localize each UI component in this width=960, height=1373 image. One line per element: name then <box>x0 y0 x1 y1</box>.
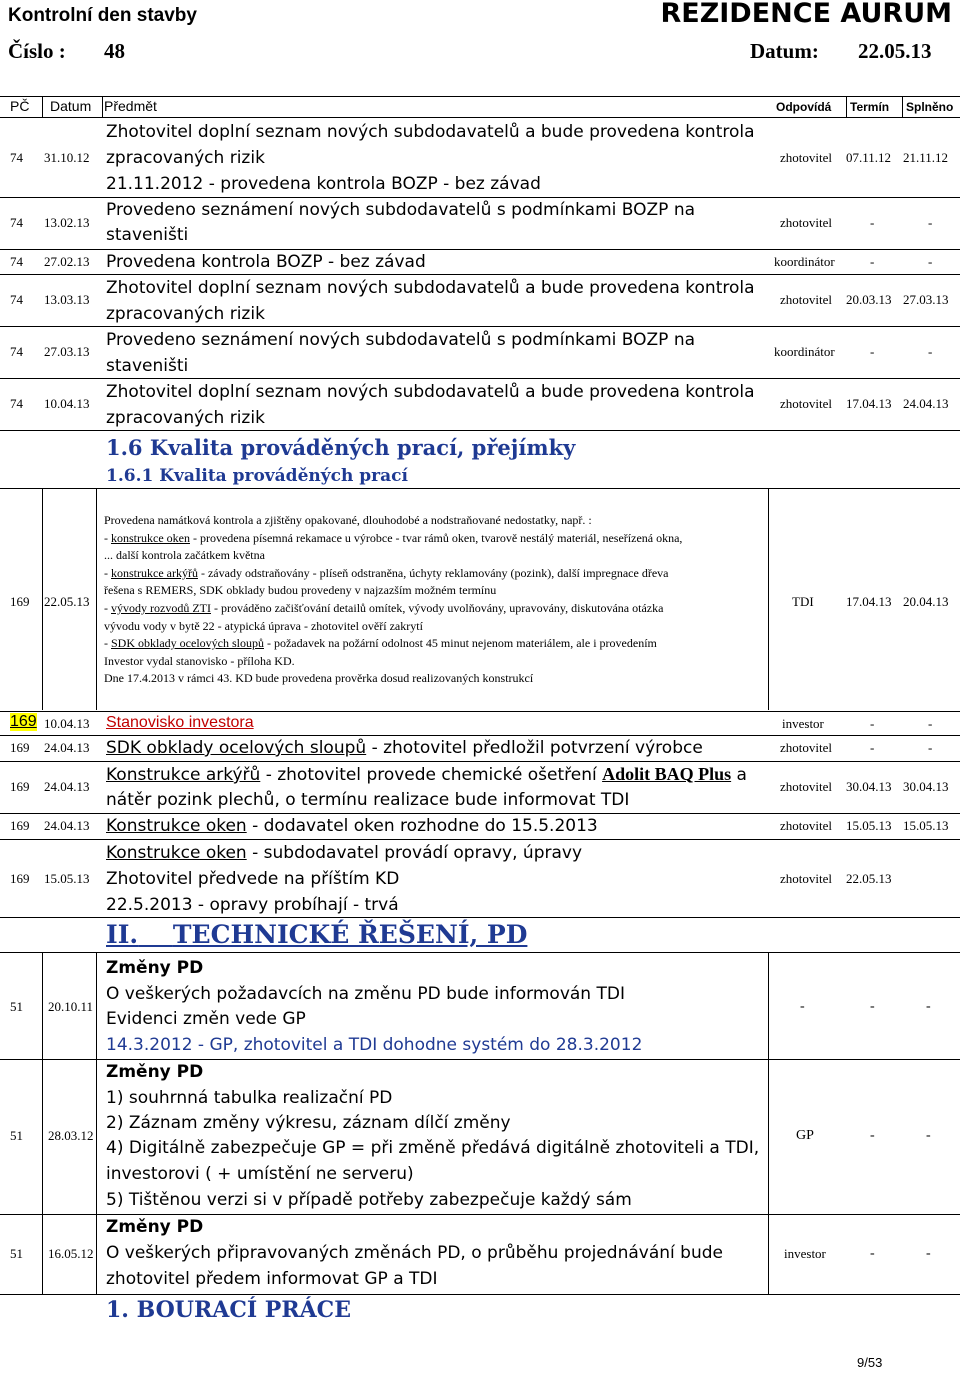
divider <box>96 488 97 710</box>
subject-topic: Konstrukce oken <box>106 816 247 836</box>
row-subject: 21.11.2012 - provedena kontrola BOZP - bez závad <box>106 174 541 194</box>
row-subject: 1) souhrnná tabulka realizační PD <box>106 1088 393 1108</box>
row-subject: O veškerých požadavcích na změnu PD bude informován TDI <box>106 984 625 1004</box>
row-responsible: zhotovitel <box>780 292 832 307</box>
number-label: Číslo : <box>8 39 66 63</box>
row-term: - <box>870 1128 875 1143</box>
row-term: - <box>870 999 875 1014</box>
note-text: - požadavek na požární odolnost 45 minut nejenom materiálem, ale i provedením <box>263 636 657 651</box>
divider <box>42 96 43 117</box>
row-subject: Zhotovitel doplní seznam nových subdodavatelů a bude provedena kontrola <box>106 278 755 298</box>
subsection-heading: 1.6.1 Kvalita prováděných prací <box>106 466 408 486</box>
row-heading: Změny PD <box>106 1062 204 1082</box>
section-title: TECHNICKÉ ŘEŠENÍ, PD <box>172 920 528 949</box>
row-date: 27.03.13 <box>44 344 90 359</box>
note-line: Investor vydal stanovisko - příloha KD. <box>104 653 295 668</box>
row-subject: 14.3.2012 - GP, zhotovitel a TDI dohodne systém do 28.3.2012 <box>106 1035 643 1055</box>
row-done: - <box>926 1246 931 1261</box>
inspection-notes <box>104 512 764 688</box>
section-heading: 1. BOURACÍ PRÁCE <box>106 1297 351 1323</box>
row-subject: zpracovaných rizik <box>106 148 265 168</box>
row-number: 51 <box>10 1128 23 1143</box>
row-subject: nátěr pozink plechů, o termínu realizace bude informovat TDI <box>106 790 630 810</box>
divider <box>902 96 903 117</box>
row-date: 13.02.13 <box>44 215 90 230</box>
row-responsible: zhotovitel <box>780 871 832 886</box>
table-row <box>0 952 960 1060</box>
row-date: 28.03.12 <box>48 1128 94 1143</box>
section-heading: 1.6 Kvalita prováděných prací, přejímky <box>106 435 576 460</box>
row-responsible: koordinátor <box>774 254 835 269</box>
row-number: 74 <box>10 150 23 165</box>
row-subject: Provedena kontrola BOZP - bez závad <box>106 252 426 272</box>
row-subject: Zhotovitel předvede na příštím KD <box>106 869 400 889</box>
row-term: 20.03.13 <box>846 292 892 307</box>
subject-text: - dodavatel oken rozhodne do 15.5.2013 <box>246 816 598 836</box>
row-date: 15.05.13 <box>44 871 90 886</box>
row-term: 15.05.13 <box>846 818 892 833</box>
note-line: - vývody rozvodů ZTI - prováděno začišťování detailů omítek, vývody uvolňovány, upravovány, diskutována otázka <box>104 600 664 615</box>
row-done: - <box>926 999 931 1014</box>
section-heading <box>106 920 527 949</box>
table-row <box>0 1214 960 1295</box>
table-row <box>0 249 960 275</box>
row-number: 51 <box>10 999 23 1014</box>
statement-link[interactable]: Stanovisko investora <box>106 714 254 731</box>
subject-text: - zhotovitel předložil potvrzení výrobce <box>366 738 703 758</box>
row-done: - <box>928 254 933 269</box>
row-subject: Provedeno seznámení nových subdodavatelů s podmínkami BOZP na <box>106 200 696 220</box>
note-line: vývodu vody v bytě 22 - atypická úprava - zhotovitel ověří zakrytí <box>104 618 423 633</box>
note-topic: konstrukce oken <box>111 530 190 545</box>
page-number: 9/53 <box>857 1355 883 1370</box>
document-title: Kontrolní den stavby <box>8 5 197 26</box>
row-subject: 22.5.2013 - opravy probíhají - trvá <box>106 895 399 915</box>
row-date: 20.10.11 <box>48 999 94 1014</box>
col-pc: PČ <box>10 98 30 114</box>
row-date: 24.04.13 <box>44 779 90 794</box>
row-responsible: zhotovitel <box>780 740 832 755</box>
subject-topic: SDK obklady ocelových sloupů <box>106 738 367 758</box>
row-responsible: koordinátor <box>774 344 835 359</box>
row-term: 17.04.13 <box>846 594 892 609</box>
row-date: 13.03.13 <box>44 292 90 307</box>
product-name: Adolit BAQ Plus <box>602 764 732 784</box>
row-subject: Zhotovitel doplní seznam nových subdodavatelů a bude provedena kontrola <box>106 382 755 402</box>
row-subject <box>106 840 582 866</box>
row-done: - <box>928 716 933 731</box>
divider <box>768 488 769 710</box>
row-number: 169 <box>10 594 30 609</box>
row-number: 169 <box>10 740 30 755</box>
table-row <box>0 117 960 198</box>
row-done: - <box>928 215 933 230</box>
row-number: 74 <box>10 215 23 230</box>
row-date: 24.04.13 <box>44 740 90 755</box>
row-number: 74 <box>10 344 23 359</box>
subject-text: - subdodavatel provádí opravy, úpravy <box>246 843 583 863</box>
row-responsible: zhotovitel <box>780 396 832 411</box>
row-done: - <box>926 1128 931 1143</box>
row-date: 22.05.13 <box>44 594 90 609</box>
note-line: ... další kontrola začátkem května <box>104 548 265 563</box>
row-subject: 2) Záznam změny výkresu, záznam dílčí změny <box>106 1113 511 1133</box>
table-row <box>0 735 960 762</box>
row-responsible: investor <box>782 716 824 731</box>
note-line: řešena s REMERS, SDK obklady budou provedeny v najzazším možném termínu <box>104 583 497 598</box>
note-text: - závady odstraňovány - plíseň odstraněna, úchyty reklamovány (pozink), další impregnace dřeva <box>197 565 669 580</box>
table-row <box>0 274 960 327</box>
row-date: 27.02.13 <box>44 254 90 269</box>
row-subject <box>106 761 747 788</box>
col-date: Datum <box>50 98 92 114</box>
note-text: - provedena písemná rekamace u výrobce - tvar rámů oken, tvarově nestálý materiál, neseřízená okna, <box>189 530 683 545</box>
subject-text: a <box>731 765 747 785</box>
row-subject: Provedeno seznámení nových subdodavatelů s podmínkami BOZP na <box>106 330 696 350</box>
table-row <box>0 712 960 736</box>
row-term: 30.04.13 <box>846 779 892 794</box>
row-number: 74 <box>10 254 23 269</box>
row-subject <box>106 735 703 761</box>
meta-header <box>0 34 960 70</box>
col-done: Splněno <box>906 100 954 114</box>
number-value: 48 <box>104 39 125 63</box>
row-date: 10.04.13 <box>44 396 90 411</box>
row-subject <box>106 813 598 839</box>
row-done: 30.04.13 <box>903 779 949 794</box>
row-number-highlighted: 169 <box>10 713 37 730</box>
note-line: Dne 17.4.2013 v rámci 43. KD bude provedena prověrka dosud realizovaných konstrukcí <box>104 671 534 686</box>
row-term: - <box>870 740 875 755</box>
row-subject: O veškerých připravovaných změnách PD, o průběhu projednávání bude <box>106 1243 723 1263</box>
row-term: - <box>870 716 875 731</box>
project-name: REZIDENCE AURUM <box>660 0 952 29</box>
row-done: 21.11.12 <box>903 150 949 165</box>
table-row <box>0 839 960 918</box>
row-number: 169 <box>10 871 30 886</box>
table-row <box>0 813 960 840</box>
divider <box>846 96 847 117</box>
row-number: 169 <box>10 818 30 833</box>
subject-topic: Konstrukce arkýřů <box>106 765 261 785</box>
row-done: 20.04.13 <box>903 594 949 609</box>
divider <box>42 488 43 710</box>
note-text: - prováděno začišťování detailů omítek, vývody uvolňovány, upravovány, diskutována otázka <box>210 600 664 615</box>
note-topic: SDK obklady ocelových sloupů <box>111 636 264 651</box>
column-header <box>0 96 960 118</box>
row-term: - <box>870 254 875 269</box>
col-responsible: Odpovídá <box>776 100 832 114</box>
date-value: 22.05.13 <box>858 39 932 63</box>
divider <box>96 952 97 1294</box>
row-responsible: zhotovitel <box>780 215 832 230</box>
row-responsible: investor <box>784 1246 826 1261</box>
row-subject: 4) Digitálně zabezpečuje GP = při změně předává digitálně zhotoviteli a TDI, <box>106 1138 760 1158</box>
row-responsible: - <box>800 999 805 1014</box>
row-responsible: TDI <box>792 594 814 609</box>
row-number: 74 <box>10 396 23 411</box>
row-done: - <box>928 740 933 755</box>
row-done: - <box>928 344 933 359</box>
row-responsible: zhotovitel <box>780 150 832 165</box>
row-date: 10.04.13 <box>44 716 90 731</box>
row-done: 15.05.13 <box>903 818 949 833</box>
row-subject: investorovi ( + umístění ne serveru) <box>106 1164 414 1184</box>
note-line: - konstrukce oken - provedena písemná rekamace u výrobce - tvar rámů oken, tvarově nestálý materiál, neseřízená okna, <box>104 530 683 545</box>
row-responsible: zhotovitel <box>780 818 832 833</box>
subject-text: - zhotovitel provede chemické ošetření <box>260 765 603 785</box>
row-date: 31.10.12 <box>44 150 90 165</box>
table-row <box>0 378 960 431</box>
note-line: - konstrukce arkýřů - závady odstraňovány - plíseň odstraněna, úchyty reklamovány (pozink), další impregnace dřeva <box>104 565 669 580</box>
date-label: Datum: <box>750 39 819 63</box>
row-number: 74 <box>10 292 23 307</box>
row-term: - <box>870 344 875 359</box>
table-row <box>0 761 960 814</box>
row-term: 17.04.13 <box>846 396 892 411</box>
note-line: - SDK obklady ocelových sloupů - požadavek na požární odolnost 45 minut nejenom materiálem, ale i provedením <box>104 636 657 651</box>
row-term: 07.11.12 <box>846 150 892 165</box>
note-topic: výv <box>111 600 129 615</box>
note-line: Provedena namátková kontrola a zjištěny opakované, dlouhodobé a nodstraňované nedostatky, např. : <box>104 513 592 527</box>
row-subject: zpracovaných rizik <box>106 304 265 324</box>
row-responsible: GP <box>796 1128 814 1143</box>
table-row <box>0 1058 960 1215</box>
row-date: 16.05.12 <box>48 1246 94 1261</box>
row-date: 24.04.13 <box>44 818 90 833</box>
divider <box>102 96 103 117</box>
divider <box>42 952 43 1294</box>
section-number: II. <box>106 920 139 949</box>
row-number: 51 <box>10 1246 23 1261</box>
row-subject: zpracovaných rizik <box>106 408 265 428</box>
table-row <box>0 197 960 250</box>
col-subject: Předmět <box>104 98 157 114</box>
divider <box>768 952 769 1294</box>
col-term: Termín <box>850 100 890 114</box>
note-topic: ody rozvodů ZTI <box>129 600 211 615</box>
row-heading: Změny PD <box>106 958 204 978</box>
row-term: - <box>870 1246 875 1261</box>
page-header <box>0 0 960 34</box>
row-subject: Zhotovitel doplní seznam nových subdodavatelů a bude provedena kontrola <box>106 122 755 142</box>
row-number: 169 <box>10 779 30 794</box>
row-term: - <box>870 215 875 230</box>
row-subject: staveništi <box>106 225 189 245</box>
row-responsible: zhotovitel <box>780 779 832 794</box>
row-subject: zhotovitel předem informovat GP a TDI <box>106 1269 438 1289</box>
row-done: 24.04.13 <box>903 396 949 411</box>
row-subject: staveništi <box>106 356 189 376</box>
row-term: 22.05.13 <box>846 871 892 886</box>
row-subject: 5) Tištěnou verzi si v případě potřeby zabezpečuje každý sám <box>106 1190 632 1210</box>
row-done: 27.03.13 <box>903 292 949 307</box>
row-subject: Evidenci změn vede GP <box>106 1009 306 1029</box>
subject-topic: Konstrukce oken <box>106 843 247 863</box>
row-heading: Změny PD <box>106 1217 204 1237</box>
table-row <box>0 326 960 379</box>
note-topic: konstrukce arkýřů <box>111 565 198 580</box>
